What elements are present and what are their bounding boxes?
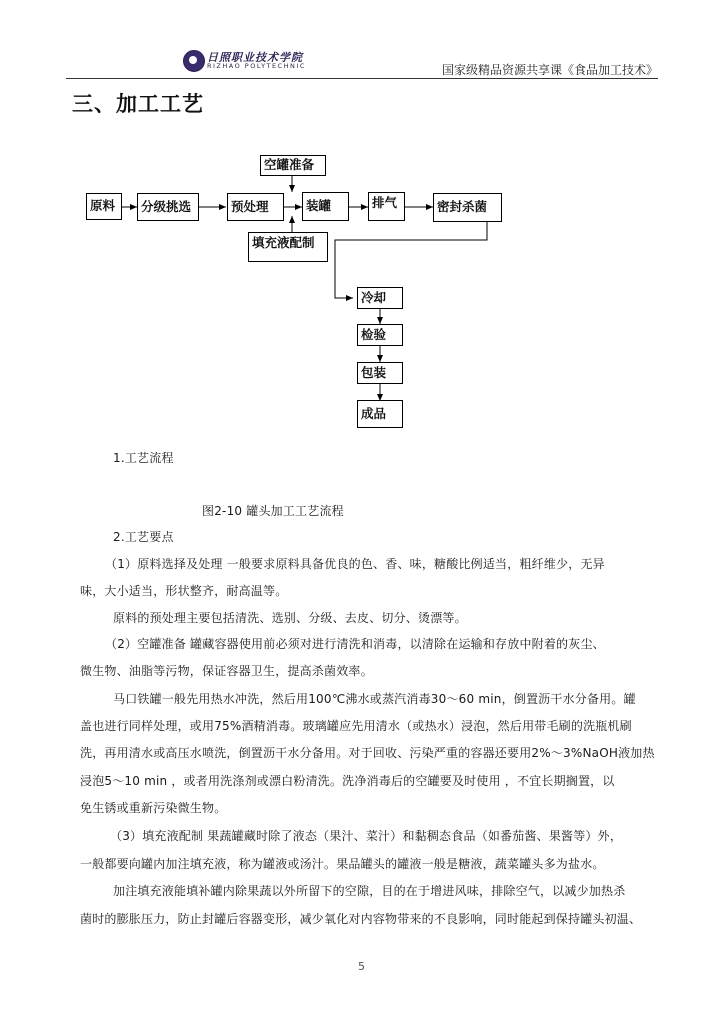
flow-node-exhaust: 排气 — [368, 192, 405, 221]
paragraph-pretreatment: 原料的预处理主要包括清洗、选别、分级、去皮、切分、烫漂等。 — [113, 611, 467, 625]
heading-key-points: 2.工艺要点 — [113, 530, 174, 544]
flow-node-pack: 包装 — [357, 362, 403, 384]
flow-node-product: 成品 — [357, 400, 403, 428]
paragraph-raw-selection-line2: 味，大小适当，形状整齐，耐高温等。 — [80, 584, 288, 598]
paragraph-filling-liquid-line1: （3）填充液配制 果蔬罐藏时除了液态（果汁、菜汁）和黏稠态食品（如番茄酱、果酱等）外， — [110, 829, 623, 843]
paragraph-filling-purpose-line2: 菌时的膨胀压力，防止封罐后容器变形，减少氧化对内容物带来的不良影响，同时能起到保持罐头初温、 — [80, 912, 642, 926]
figure-caption: 图2-10 罐头加工工艺流程 — [202, 504, 344, 518]
flow-node-cans: 空罐准备 — [260, 155, 326, 176]
logo-english-name: RIZHAO POLYTECHNIC — [207, 62, 306, 70]
paragraph-can-prep-line1: （2）空罐准备 罐藏容器使用前必须对进行清洗和消毒，以清除在运输和存放中附着的灰尘、 — [105, 637, 605, 651]
flow-node-grading: 分级挑选 — [137, 193, 199, 221]
section-title: 三、加工工艺 — [72, 92, 204, 116]
paragraph-can-prep-line2: 微生物、油脂等污物，保证容器卫生，提高杀菌效率。 — [80, 664, 373, 678]
flow-node-raw: 原料 — [86, 193, 122, 220]
paragraph-tin-cans-line3: 洗，再用清水或高压水喷洗，倒置沥干水分备用。对于回收、污染严重的容器还要用2%～3%NaOH液加热 — [80, 746, 655, 760]
page-number: 5 — [358, 960, 365, 973]
flow-node-liquid: 填充液配制 — [248, 232, 328, 262]
flow-node-cool: 冷却 — [357, 287, 403, 309]
paragraph-tin-cans-line4: 浸泡5～10 min ，或者用洗涤剂或漂白粉清洗。洗净消毒后的空罐要及时使用 ，不宜长期搁置，以 — [80, 774, 615, 788]
paragraph-tin-cans-line1: 马口铁罐一般先用热水冲洗，然后用100℃沸水或蒸汽消毒30～60 min，倒置沥干水分备用。罐 — [113, 692, 636, 706]
heading-process-flow: 1.工艺流程 — [113, 451, 174, 465]
header-rule — [66, 78, 658, 79]
logo-chinese-name: 日照职业技术学院 — [207, 51, 303, 64]
school-emblem-icon — [183, 50, 205, 72]
course-title: 国家级精品资源共享课《食品加工技术》 — [441, 63, 658, 77]
paragraph-filling-purpose-line1: 加注填充液能填补罐内除果蔬以外所留下的空隙，目的在于增进风味，排除空气，以减少加热杀 — [113, 884, 626, 898]
school-logo — [183, 48, 323, 74]
flow-node-pretreat: 预处理 — [227, 193, 284, 221]
flow-node-filling: 装罐 — [302, 192, 349, 221]
paragraph-tin-cans-line2: 盖也进行同样处理，或用75%酒精消毒。玻璃罐应先用清水（或热水）浸泡，然后用带毛刷的洗瓶机刷 — [80, 719, 632, 733]
paragraph-raw-selection-line1: （1）原料选择及处理 一般要求原料具备优良的色、香、味，糖酸比例适当，粗纤维少，无异 — [105, 557, 605, 571]
paragraph-filling-liquid-line2: 一般都要向罐内加注填充液，称为罐液或汤汁。果品罐头的罐液一般是糖液，蔬菜罐头多为盐水。 — [80, 857, 605, 871]
flow-node-inspect: 检验 — [357, 324, 403, 346]
paragraph-tin-cans-line5: 免生锈或重新污染微生物。 — [80, 801, 227, 815]
flow-node-seal: 密封杀菌 — [433, 193, 502, 222]
